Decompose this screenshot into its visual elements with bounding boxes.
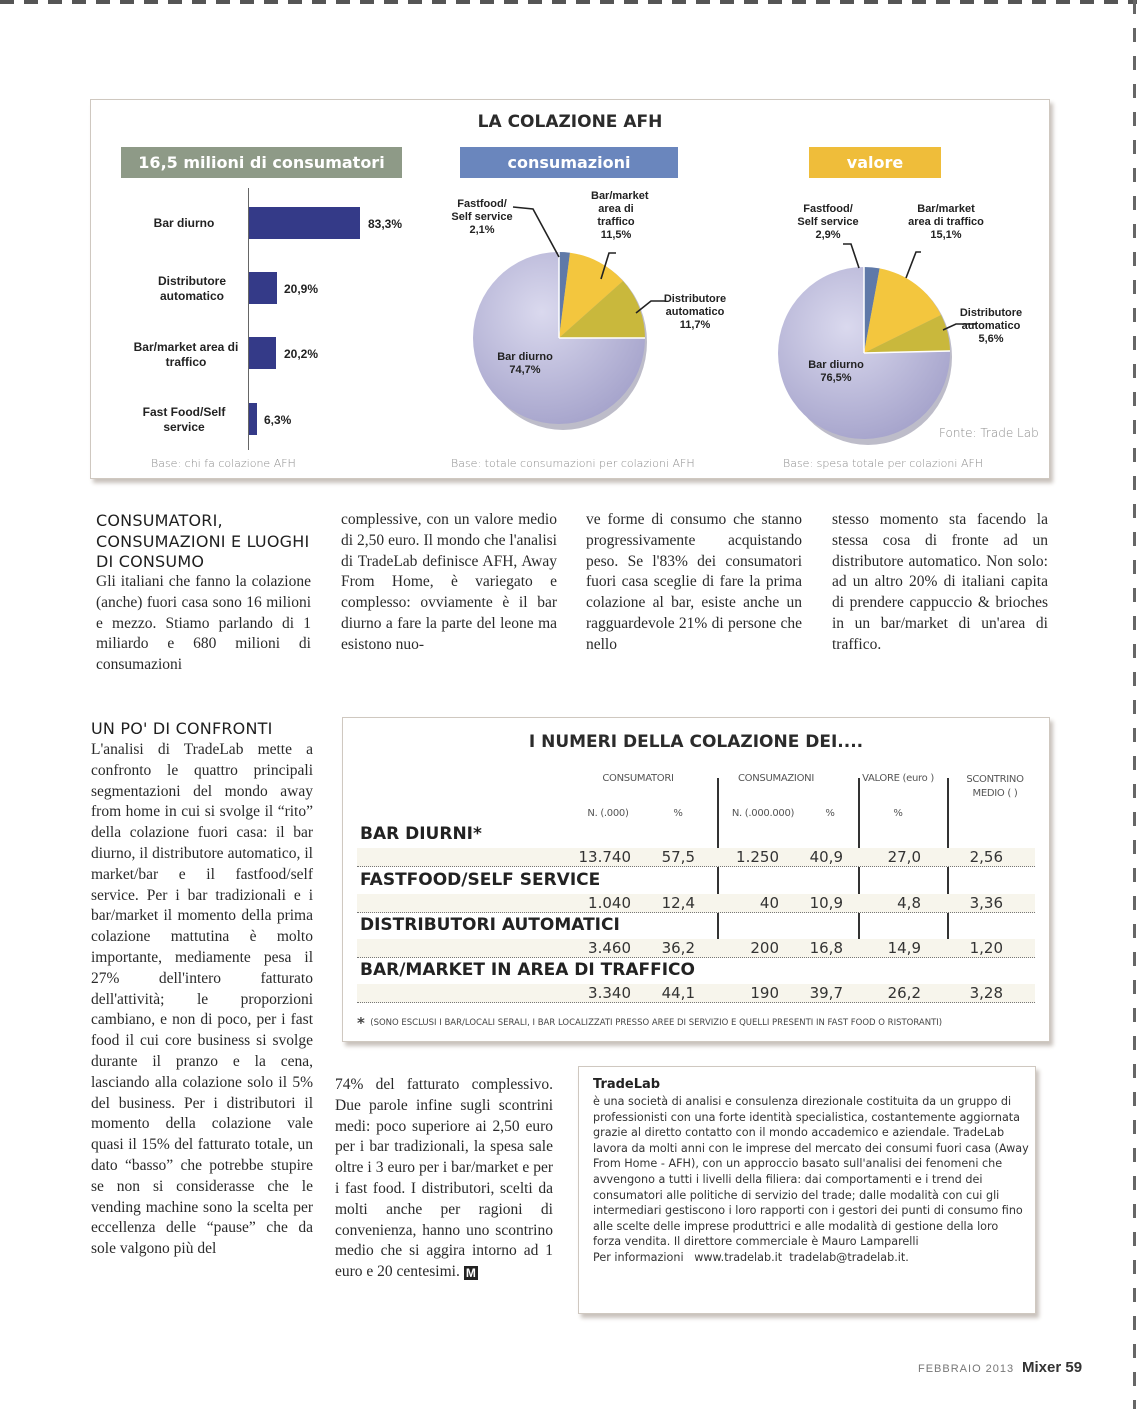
article-column-4: stesso momento sta facendo la stessa cosa di fronte ad un distributore automatico. Non solo: ad un altro 20% di italiani capita di prendere cappuccio & brioches in un bar/market di un'area di traffico. [832, 511, 1048, 653]
subheader-n-000: N. (.000) [587, 808, 629, 819]
contact-prefix: Per informazioni [593, 1250, 684, 1264]
tradelab-info-box [578, 1066, 1036, 1314]
cell: 190 [750, 984, 779, 1002]
magazine-end-mark-icon: M [465, 1266, 476, 1281]
pie2-label-bardiurno: Bar diurno 76,5% [808, 359, 864, 384]
infographic-panel [90, 99, 1050, 479]
cell: 200 [750, 939, 779, 957]
article-column-confronti-2 [335, 1075, 553, 1283]
pie2-label-fastfood: Fastfood/ Self service 2,9% [797, 203, 859, 241]
table-row [357, 894, 1035, 913]
bar-value: 83,3% [368, 217, 403, 231]
pie1-label-bardiurno: Bar diurno 74,7% [497, 351, 553, 376]
subheader-percent: % [893, 808, 903, 819]
base-note-consumers: Base: chi fa colazione AFH [151, 457, 296, 470]
subheader-percent: % [825, 808, 835, 819]
article-column-1: Gli italiani che fanno la colazione (anche) fuori casa sono 16 milioni e mezzo. Stiamo parlando di 1 miliardo e 680 milioni di consumazioni [96, 573, 311, 674]
cell: 27,0 [887, 848, 921, 866]
magazine-page-number: Mixer 59 [1022, 1359, 1083, 1376]
col-header-consumatori: CONSUMATORI [602, 773, 674, 784]
base-note-consumazioni: Base: totale consumazioni per colazioni AFH [451, 457, 695, 470]
cell: 3.460 [588, 939, 631, 957]
footnote-asterisk: * [357, 1014, 365, 1032]
consumptions-band: consumazioni [460, 147, 678, 178]
issue-date: FEBBRAIO 2013 [918, 1363, 1015, 1375]
base-note-valore: Base: spesa totale per colazioni AFH [783, 457, 984, 470]
section-heading-confronti: UN PO' DI CONFRONTI [91, 719, 273, 738]
cell: 44,1 [661, 984, 695, 1002]
breakfast-numbers-table [342, 717, 1050, 1042]
source-note: Fonte: Trade Lab [939, 426, 1039, 440]
bar-label-distributore: Distributore automatico [157, 274, 226, 303]
article-column-confronti-1: L'analisi di TradeLab mette a confronto le quattro principali segmentazioni del mondo away from home in cui si svolge il “rito” della colazione fuori casa: il bar diurno, il distributore automatico, il market/bar e il fastfood/self service. Per i bar tradizionali e i bar/market il momento della prima colazione mattutina è molto importante, mediamente pesa il 27% dell'intero fatturato dell'attività; le proporzioni cambiano, e non di poco, per i fast food il cui core business si svolge durante il pranzo e la cena, lasciando alla colazione solo il 5% del business. Per i distributori il momento della colazione vale quasi il 15% del fatturato totale, un dato “basso” che potrebbe stupire se non si considerasse che le vending machine sono la scelta per eccellenza delle “pause” che da sole valgono più del [91, 741, 313, 1258]
bar-distributore [249, 272, 277, 304]
footnote-text: (SONO ESCLUSI I BAR/LOCALI SERALI, I BAR LOCALIZZATI PRESSO AREE DI SERVIZIO E QUELLI PRESENTI IN FAST FOOD O RISTORANTI) [370, 1018, 943, 1028]
pie1-label-fastfood: Fastfood/ Self service 2,1% [451, 198, 513, 236]
consumers-band: 16,5 milioni di consumatori [121, 147, 402, 178]
cell: 1,20 [969, 939, 1003, 957]
bar-value: 20,9% [284, 282, 319, 296]
value-band: valore [809, 147, 941, 178]
article-column-2: complessive, con un valore medio di 2,50 euro. Il mondo che l'analisi di TradeLab definisce AFH, Away From Home, è variegato e complesso: ovviamente è il bar diurno a fare la parte del leone ma esistono nuo- [341, 511, 557, 653]
infographic-title: LA COLAZIONE AFH [477, 112, 663, 132]
subheader-n-000000: N. (.000.000) [731, 808, 795, 819]
table-title: I NUMERI DELLA COLAZIONE DEI.... [528, 732, 864, 752]
cell: 36,2 [661, 939, 695, 957]
cell: 14,9 [887, 939, 921, 957]
col-header-scontrino: SCONTRINO MEDIO ( ) [966, 774, 1024, 799]
subheader-percent: % [673, 808, 683, 819]
cell: 39,7 [809, 984, 843, 1002]
row-label-fastfood: FASTFOOD/SELF SERVICE [360, 870, 601, 890]
table-row [357, 984, 1035, 1003]
cell: 2,56 [969, 848, 1003, 866]
cell: 12,4 [661, 894, 695, 912]
website-link[interactable]: www.tradelab.it [694, 1250, 783, 1264]
cell: 3,28 [969, 984, 1003, 1002]
bar-label-bar-diurno: Bar diurno [153, 216, 215, 230]
tradelab-description [593, 1094, 1029, 1266]
bar-fastfood [249, 403, 257, 435]
bar-bar-market [249, 337, 276, 369]
cell: 3,36 [969, 894, 1003, 912]
cell: 57,5 [661, 848, 695, 866]
pie1-label-distributore: Distributore automatico 11,7% [663, 293, 727, 331]
cell: 26,2 [887, 984, 921, 1002]
tradelab-title: TradeLab [593, 1077, 661, 1092]
cell: 3.340 [588, 984, 631, 1002]
row-label-bar-market: BAR/MARKET IN AREA DI TRAFFICO [360, 960, 695, 980]
article-column-3: ve forme di consumo che stanno progressivamente acquistando peso. Se l'83% dei consumatori fuori casa sceglie di fare la prima colazione al bar, esiste anche un ragguardevole 21% di persone che nello [586, 511, 802, 653]
cell: 1.040 [588, 894, 631, 912]
bar-label-fastfood: Fast Food/Self service [142, 405, 226, 434]
bar-value: 20,2% [284, 347, 319, 361]
col-header-consumazioni: CONSUMAZIONI [738, 773, 814, 784]
article-text: 74% del fatturato complessivo. Due parole infine sugli scontrini medi: poco superiore ai 2,50 euro per i bar tradizionali, la spesa sale oltre i 3 euro per i bar/market e per i fast food. I distributori, scelti da molti anche per ragioni di convenienza, hanno uno scontrino medio che si aggira intorno ad 1 euro e 20 centesimi. [335, 1076, 553, 1281]
col-header-valore: VALORE (euro ) [862, 773, 934, 784]
table-row [357, 939, 1035, 958]
cell: 40 [759, 894, 779, 912]
cell: 1.250 [736, 848, 779, 866]
table-row [357, 848, 1035, 867]
row-label-distributori: DISTRIBUTORI AUTOMATICI [360, 915, 620, 935]
bar-value: 6,3% [264, 413, 292, 427]
tradelab-body: è una società di analisi e consulenza direzionale costituita da un gruppo di professionisti con una forte identità specialistica, costantemente aggiornata grazie al diretto contatto con il mondo accademico e aziendale. TradeLab lavora da molti anni con le imprese del mercato dei consumi fuori casa (Away From Home - AFH), con un approccio basato sull'analisi dei fenomeni che avvengono a tutti i livelli della filiera: dai comportamenti e i trend dei consumatori alle politiche di servizio del trade; dalle modalità con cui gli intermediari gestiscono i loro rapporti con i gestori dei punti di consumo fino alle scelte delle imprese produttrici e alle modalità di gestione della loro forza vendita. Il direttore commerciale è Mauro Lamparelli [593, 1095, 1029, 1249]
section-heading-consumatori: CONSUMATORI, CONSUMAZIONI E LUOGHI DI CONSUMO [96, 511, 310, 571]
cell: 13.740 [578, 848, 631, 866]
pie2-label-barmarket: Bar/market area di traffico 15,1% [908, 203, 984, 241]
row-label-bar-diurni: BAR DIURNI* [360, 824, 482, 844]
bar-bar-diurno [249, 207, 360, 239]
table-footnote [357, 1014, 942, 1032]
email-link[interactable]: tradelab@tradelab.it. [789, 1250, 909, 1264]
cell: 40,9 [809, 848, 843, 866]
page-top-border [0, 0, 1137, 4]
cell: 4,8 [897, 894, 921, 912]
pie2-label-distributore: Distributore automatico 5,6% [959, 307, 1023, 345]
bar-label-bar-market: Bar/market area di traffico [133, 340, 239, 369]
cell: 16,8 [809, 939, 843, 957]
pie1-label-barmarket: Bar/market area di traffico 11,5% [591, 190, 649, 241]
page-right-border [1133, 0, 1136, 1409]
cell: 10,9 [809, 894, 843, 912]
